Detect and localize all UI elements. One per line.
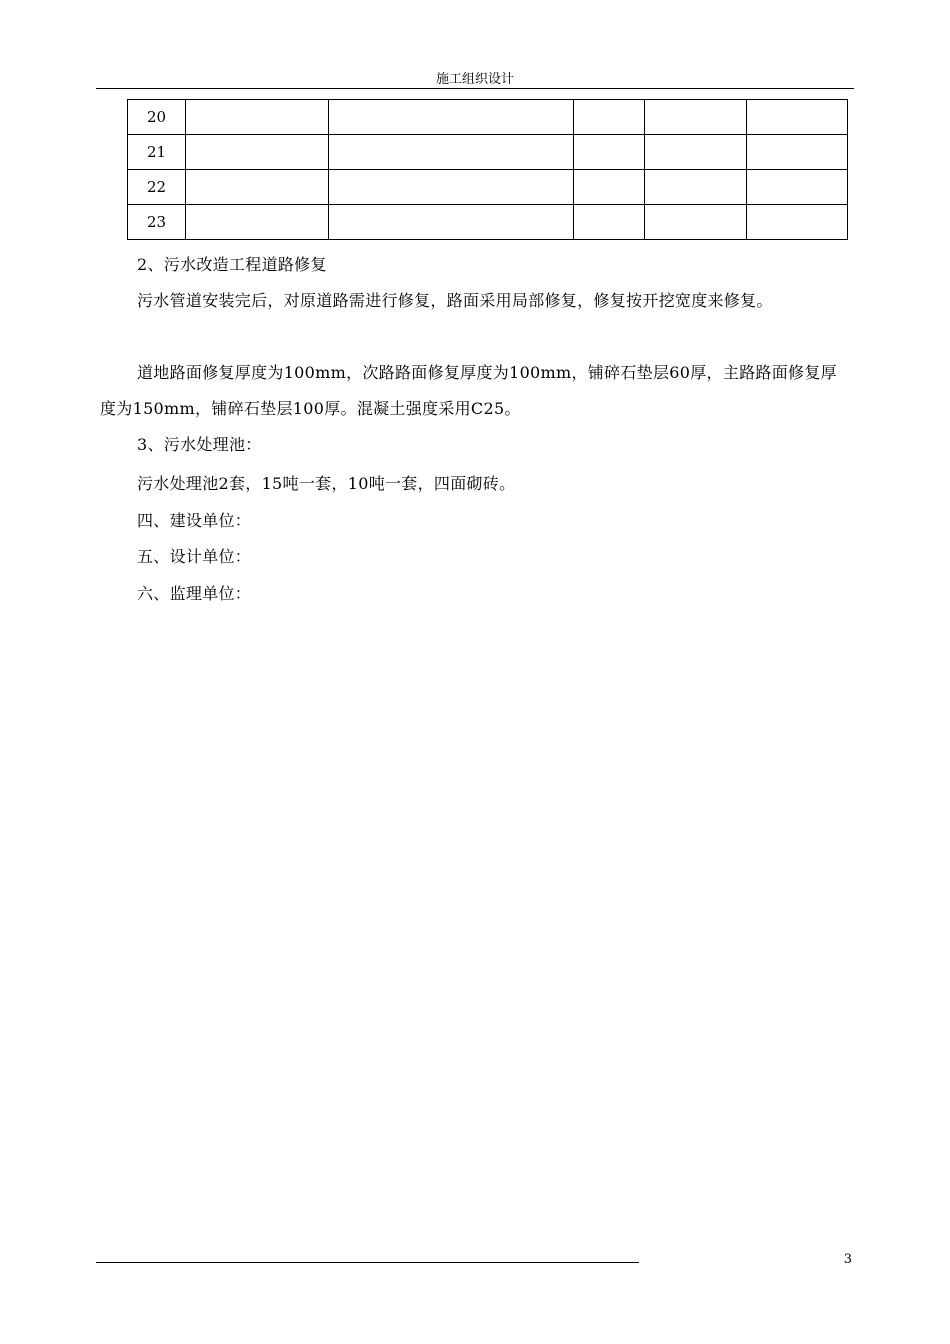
table-cell [329,170,574,205]
table-cell [747,170,848,205]
table-cell [186,100,329,135]
section-4-heading: 四、建设单位： [137,511,252,530]
section-2-heading: 2、污水改造工程道路修复 [137,255,327,274]
header-rule [96,88,854,89]
table-cell [186,170,329,205]
table-cell [329,100,574,135]
row-number-cell: 20 [128,100,186,135]
table-cell [186,135,329,170]
table-cell [645,205,747,240]
item-table [127,99,848,240]
section-2-paragraph-1: 污水管道安装完后，对原道路需进行修复，路面采用局部修复，修复按开挖宽度来修复。 [137,291,773,310]
table-cell [645,170,747,205]
row-number-cell: 23 [128,205,186,240]
table-row [128,135,848,170]
table-row [128,100,848,135]
section-3-heading: 3、污水处理池： [137,435,262,454]
table-cell [186,205,329,240]
table-cell [747,135,848,170]
table-cell [574,100,645,135]
table-row [128,205,848,240]
page-header-title: 施工组织设计 [435,72,514,87]
table-cell [329,205,574,240]
section-5-heading: 五、设计单位： [137,547,252,566]
table-cell [574,135,645,170]
page-number: 3 [843,1252,852,1267]
table-cell [329,135,574,170]
table-cell [574,170,645,205]
table-cell [747,205,848,240]
table-cell [645,135,747,170]
section-2-paragraph-2: 道地路面修复厚度为100mm，次路路面修复厚度为100mm，铺碎石垫层60厚，主路路面修复厚度为150mm，铺碎石垫层100厚。混凝土强度采用C25。 [100,363,837,418]
section-3-paragraph-1: 污水处理池2套，15吨一套，10吨一套，四面砌砖。 [137,474,516,493]
row-number-cell: 21 [128,135,186,170]
section-6-heading: 六、监理单位： [137,584,252,603]
footer-rule [96,1262,639,1263]
row-number-cell: 22 [128,170,186,205]
table-row [128,170,848,205]
table-cell [747,100,848,135]
table-cell [574,205,645,240]
table-cell [645,100,747,135]
